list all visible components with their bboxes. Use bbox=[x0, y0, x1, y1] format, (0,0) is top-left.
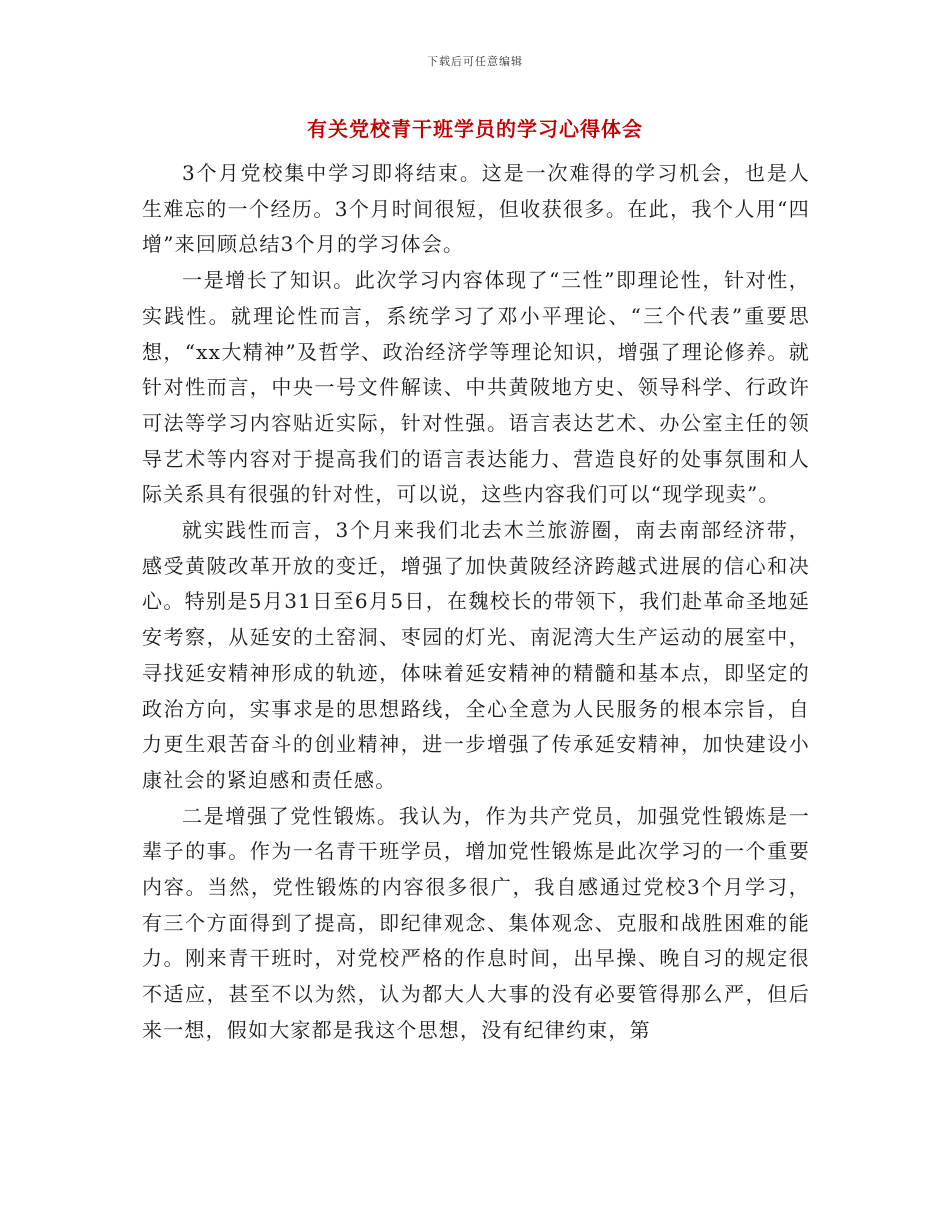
paragraph-intro: 3个月党校集中学习即将结束。这是一次难得的学习机会，也是人生难忘的一个经历。3个月时间很短，但收获很多。在此，我个人用“四增”来回顾总结3个月的学习体会。 bbox=[142, 161, 810, 257]
paragraph-practice: 就实践性而言，3个月来我们北去木兰旅游圈，南去南部经济带，感受黄陂改革开放的变迁，增强了加快黄陂经济跨越式进展的信心和决心。特别是5月31日至6月5日，在魏校长的带领下，我们赴革命圣地延安考察，从延安的土窑洞、枣园的灯光、南泥湾大生产运动的展室中，寻找延安精神形成的轨迹，体味着延安精神的精髓和基本点，即坚定的政治方向，实事求是的思想路线，全心全意为人民服务的根本宗旨，自力更生艰苦奋斗的创业精神，进一步增强了传承延安精神，加快建设小康社会的紧迫感和责任感。 bbox=[142, 518, 810, 792]
paragraph-knowledge: 一是增长了知识。此次学习内容体现了“三性”即理论性，针对性，实践性。就理论性而言，系统学习了邓小平理论、“三个代表”重要思想，“xx大精神”及哲学、政治经济学等理论知识，增强了理论修养。就针对性而言，中央一号文件解读、中共黄陂地方史、领导科学、行政许可法等学习内容贴近实际，针对性强。语言表达艺术、办公室主任的领导艺术等内容对于提高我们的语言表达能力、营造良好的处事氛围和人际关系具有很强的针对性，可以说，这些内容我们可以“现学现卖”。 bbox=[142, 268, 810, 507]
header-note: 下载后可任意编辑 bbox=[427, 55, 523, 68]
document-body bbox=[142, 156, 810, 1049]
document-title: 有关党校青干班学员的学习心得体会 bbox=[307, 117, 643, 141]
paragraph-party-training: 二是增强了党性锻炼。我认为，作为共产党员，加强党性锻炼是一辈子的事。作为一名青干班学员，增加党性锻炼是此次学习的一个重要内容。当然，党性锻炼的内容很多很广，我自感通过党校3个月学习，有三个方面得到了提高，即纪律观念、集体观念、克服和战胜困难的能力。刚来青干班时，对党校严格的作息时间，出早操、晚自习的规定很不适应，甚至不以为然，认为都大人大事的没有必要管得那么严，但后来一想，假如大家都是我这个思想，没有纪律约束，第 bbox=[142, 803, 810, 1042]
